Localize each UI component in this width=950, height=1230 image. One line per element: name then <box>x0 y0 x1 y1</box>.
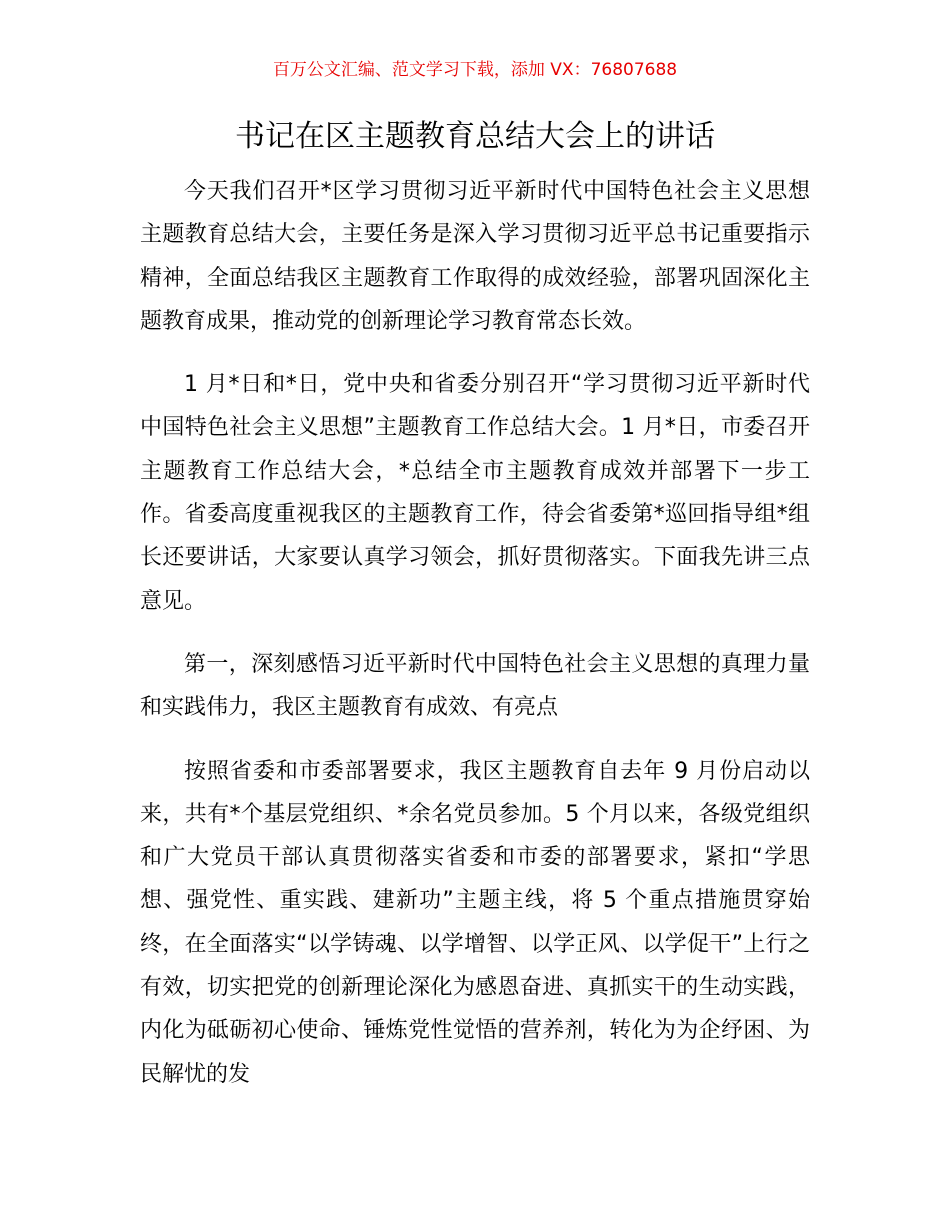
document-body <box>140 170 810 1116</box>
paragraph-progress: 按照省委和市委部署要求，我区主题教育自去年 9 月份启动以来，共有*个基层党组织、*余名党员参加。5 个月以来，各级党组织和广大党员干部认真贯彻落实省委和市委的部署要求，紧扣“学思想、强党性、重实践、建新功”主题主线，将 5 个重点措施贯穿始终，在全面落实“以学铸魂、以学增智、以学正风、以学促干”上行之有效，切实把党的创新理论深化为感恩奋进、真抓实干的生动实践，内化为砥砺初心使命、锤炼党性觉悟的营养剂，转化为为企纾困、为民解忧的发 <box>140 758 810 1087</box>
document-title: 书记在区主题教育总结大会上的讲话 <box>235 119 715 154</box>
paragraph-background: 1 月*日和*日，党中央和省委分别召开“学习贯彻习近平新时代中国特色社会主义思想”主题教育工作总结大会。1 月*日，市委召开主题教育工作总结大会，*总结全市主题教育成效并部署下一步工作。省委高度重视我区的主题教育工作，待会省委第*巡回指导组*组长还要讲话，大家要认真学习领会，抓好贯彻落实。下面我先讲三点意见。 <box>140 372 810 614</box>
section-heading-first: 第一，深刻感悟习近平新时代中国特色社会主义思想的真理力量和实践伟力，我区主题教育有成效、有亮点 <box>140 651 810 721</box>
header-watermark-note: 百万公文汇编、范文学习下载，添加 VX：76807688 <box>272 60 678 80</box>
paragraph-intro: 今天我们召开*区学习贯彻习近平新时代中国特色社会主义思想主题教育总结大会，主要任务是深入学习贯彻习近平总书记重要指示精神，全面总结我区主题教育工作取得的成效经验，部署巩固深化主题教育成果，推动党的创新理论学习教育常态长效。 <box>140 179 810 334</box>
